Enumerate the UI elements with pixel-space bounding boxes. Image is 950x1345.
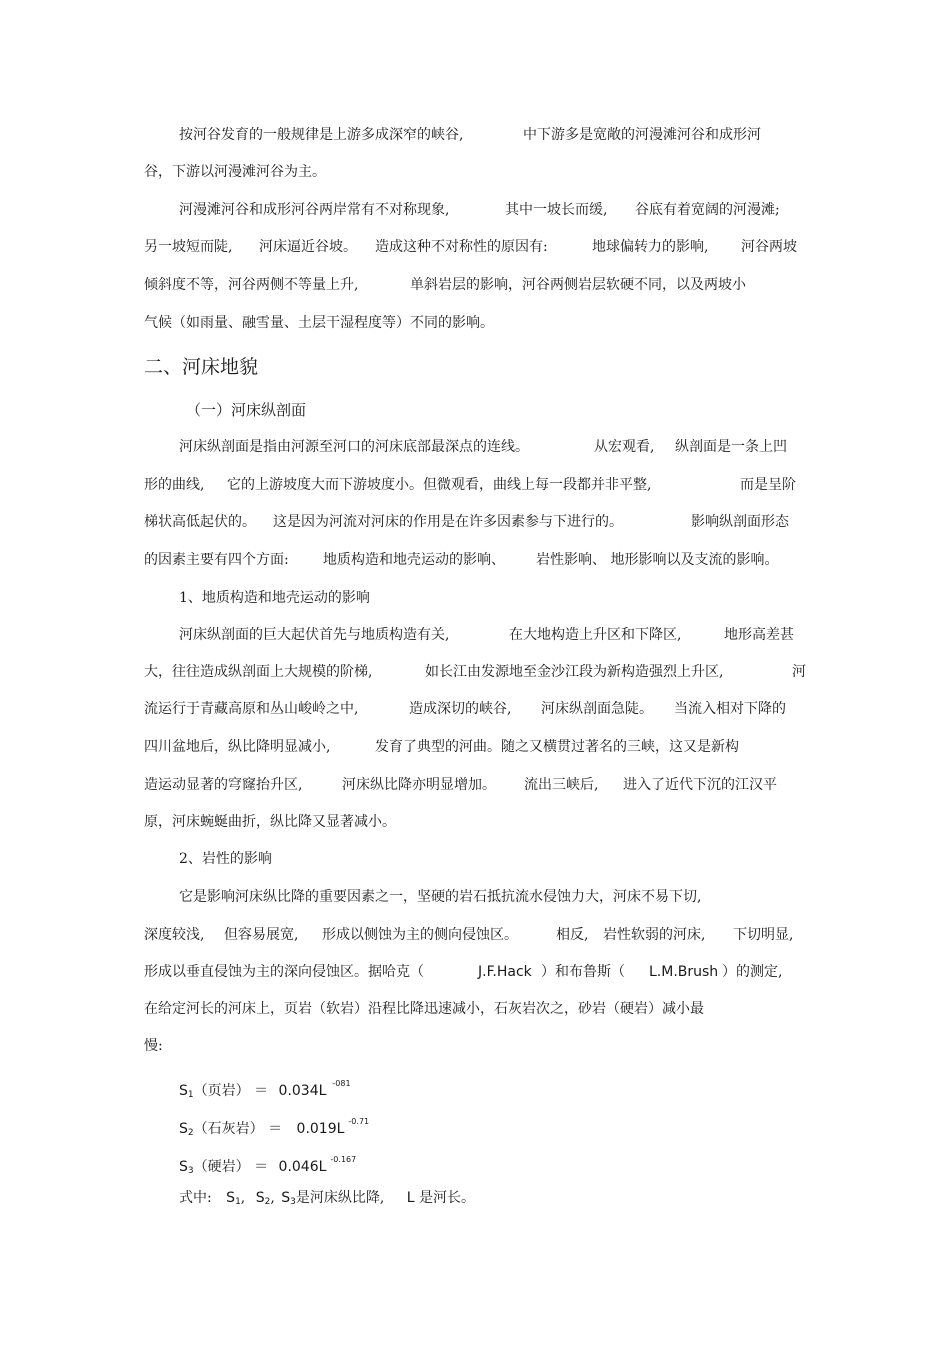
p4-line-4b: 发育了典型的河曲。随之又横贯过著名的三峡，这又是新构 [375, 739, 739, 755]
p2-line-2d: 地球偏转力的影响, [592, 239, 709, 255]
p4-line-5b: 河床纵比降亦明显增加。 [342, 777, 496, 793]
formula-note-end: 是河长。 [419, 1190, 476, 1206]
formula-3-s: S [179, 1159, 188, 1175]
p4-line-2a: 大，往往造成纵剖面上大规模的阶梯, [144, 664, 373, 680]
p4-line-3d: 当流入相对下降的 [674, 701, 786, 717]
formula-3-exp: -0.167 [330, 1155, 357, 1164]
formula-3 [179, 1151, 356, 1180]
p1-line-1b: 中下游多是宽敞的河漫滩河谷和成形河 [523, 127, 761, 143]
p4-line-6: 原，河床蜿蜒曲折，纵比降又显著减小。 [144, 814, 396, 830]
p1-line-1a: 按河谷发育的一般规律是上游多成深窄的峡谷, [179, 127, 464, 143]
p4-line-5c: 流出三峡后, [524, 777, 599, 793]
formula-2-sub: 2 [187, 1128, 194, 1138]
formula-1-exp: -081 [332, 1079, 351, 1088]
item-1-title: 1、地质构造和地壳运动的影响 [179, 590, 370, 606]
p3-line-4c: 岩性影响、 地形影响以及支流的影响。 [536, 552, 779, 568]
p4-line-1a: 河床纵剖面的巨大起伏首先与地质构造有关, [179, 627, 450, 643]
formula-3-coef: 0.046L [278, 1159, 327, 1175]
formula-2 [179, 1113, 369, 1142]
p2-line-2a: 另一坡短而陡, [144, 239, 233, 255]
formula-2-eq: ＝ [268, 1121, 283, 1137]
p2-line-2e: 河谷两坡 [741, 239, 797, 255]
formula-3-eq: ＝ [254, 1159, 269, 1175]
subsection-heading: （一）河床纵剖面 [186, 401, 307, 419]
p5-line-2f: 下切明显, [733, 927, 794, 943]
p5-line-3c: ）和布鲁斯（ [541, 964, 625, 980]
item-2-title: 2、岩性的影响 [179, 851, 272, 867]
p4-line-5a: 造运动显著的穹窿抬升区, [144, 777, 303, 793]
formula-note-s3-sub: 3 [290, 1197, 296, 1207]
formula-2-coef: 0.019L [296, 1121, 345, 1137]
p3-line-4a: 的因素主要有四个方面: [144, 552, 289, 568]
p4-line-4a: 四川盆地后，纵比降明显减小, [144, 739, 331, 755]
p5-line-2e: 岩性软弱的河床, [603, 927, 706, 943]
p3-line-1a: 河床纵剖面是指由河源至河口的河床底部最深点的连线。 [179, 439, 529, 455]
p4-line-5d: 进入了近代下沉的江汉平 [623, 777, 777, 793]
p5-line-2b: 但容易展宽, [224, 927, 299, 943]
p4-line-2c: 河 [792, 664, 806, 680]
p3-line-3c: 影响纵剖面形态 [691, 514, 789, 530]
p4-line-3b: 造成深切的峡谷, [409, 701, 512, 717]
p3-line-1c: 纵剖面是一条上凹 [675, 439, 787, 455]
p2-line-3b: 单斜岩层的影响，河谷两侧岩层软硬不同，以及两坡小 [410, 277, 746, 293]
p5-line-3a: 形成以垂直侵蚀为主的深向侵蚀区。据哈克（ [144, 964, 424, 980]
p4-line-2b: 如长江由发源地至金沙江段为新构造强烈上升区, [425, 664, 724, 680]
formula-note-s1-sub: 1 [235, 1197, 241, 1207]
p5-line-4: 在给定河长的河床上，页岩（软岩）沿程比降迅速减小，石灰岩次之，砂岩（硬岩）减小最 [144, 1001, 704, 1017]
p5-line-2c: 形成以侧蚀为主的侧向侵蚀区。 [322, 927, 518, 943]
formula-1-coef: 0.034L [278, 1083, 327, 1099]
p3-line-3a: 梯状高低起伏的。 [144, 514, 256, 530]
formula-1 [179, 1075, 351, 1104]
formula-note: 式中: $S_1$, $S_2$, $S_3$是河床纵比降, L 是河长。 [179, 1190, 476, 1207]
p2-line-1b: 其中一坡长而缓, [505, 202, 608, 218]
formula-1-name: （页岩） [193, 1083, 250, 1099]
formula-note-s3: S [281, 1190, 291, 1206]
p5-line-2d: 相反, [556, 927, 589, 943]
p5-line-3d: L.M.Brush [649, 964, 719, 980]
formula-1-s: S [179, 1083, 188, 1099]
formula-1-sub: 1 [187, 1090, 194, 1100]
p2-line-1c: 谷底有着宽阔的河漫滩; [635, 202, 780, 218]
p2-line-1a: 河漫滩河谷和成形河谷两岸常有不对称现象, [179, 202, 450, 218]
formula-note-l: L [406, 1190, 415, 1206]
formula-note-s1: S [226, 1190, 236, 1206]
p3-line-1b: 从宏观看, [594, 439, 655, 455]
p2-line-3a: 倾斜度不等，河谷两侧不等量上升, [144, 277, 359, 293]
formula-1-eq: ＝ [254, 1083, 269, 1099]
p2-line-4: 气候（如雨量、融雪量、土层干湿程度等）不同的影响。 [144, 315, 494, 331]
section-heading: 二、河床地貌 [144, 356, 259, 378]
p3-line-2a: 形的曲线, [144, 477, 205, 493]
p1-line-2: 谷，下游以河漫滩河谷为主。 [144, 164, 326, 180]
formula-2-exp: -0.71 [348, 1117, 370, 1126]
p4-line-3a: 流运行于青藏高原和丛山峻岭之中, [144, 701, 359, 717]
p3-line-3b: 这是因为河流对河床的作用是在许多因素参与下进行的。 [273, 514, 623, 530]
formula-note-s2: S [255, 1190, 265, 1206]
p5-line-2a: 深度较浅, [144, 927, 205, 943]
formula-note-mid: 是河床纵比降, [295, 1190, 385, 1206]
p3-line-2c: 而是呈阶 [740, 477, 796, 493]
p4-line-1b: 在大地构造上升区和下降区, [509, 627, 682, 643]
p4-line-1c: 地形高差甚 [724, 627, 794, 643]
p5-line-1: 它是影响河床纵比降的重要因素之一，坚硬的岩石抵抗流水侵蚀力大，河床不易下切, [179, 889, 702, 905]
formula-note-prefix: 式中: [179, 1190, 212, 1206]
p3-line-2b: 它的上游坡度大而下游坡度小。但微观看，曲线上每一段都并非平整, [227, 477, 652, 493]
formula-2-name: （石灰岩） [193, 1121, 264, 1137]
p5-line-3e: ）的测定, [722, 964, 783, 980]
formula-note-s2-sub: 2 [264, 1197, 271, 1207]
formula-3-name: （硬岩） [193, 1159, 250, 1175]
p2-line-2b: 河床逼近谷坡。 [259, 239, 357, 255]
formula-3-sub: 3 [187, 1166, 194, 1176]
p4-line-3c: 河床纵剖面急陡。 [541, 701, 653, 717]
p5-line-5: 慢: [144, 1038, 163, 1054]
formula-2-s: S [179, 1121, 188, 1137]
p3-line-4b: 地质构造和地壳运动的影响、 [323, 552, 505, 568]
p5-line-3b: J.F.Hack [478, 964, 532, 980]
p2-line-2c: 造成这种不对称性的原因有: [375, 239, 548, 255]
